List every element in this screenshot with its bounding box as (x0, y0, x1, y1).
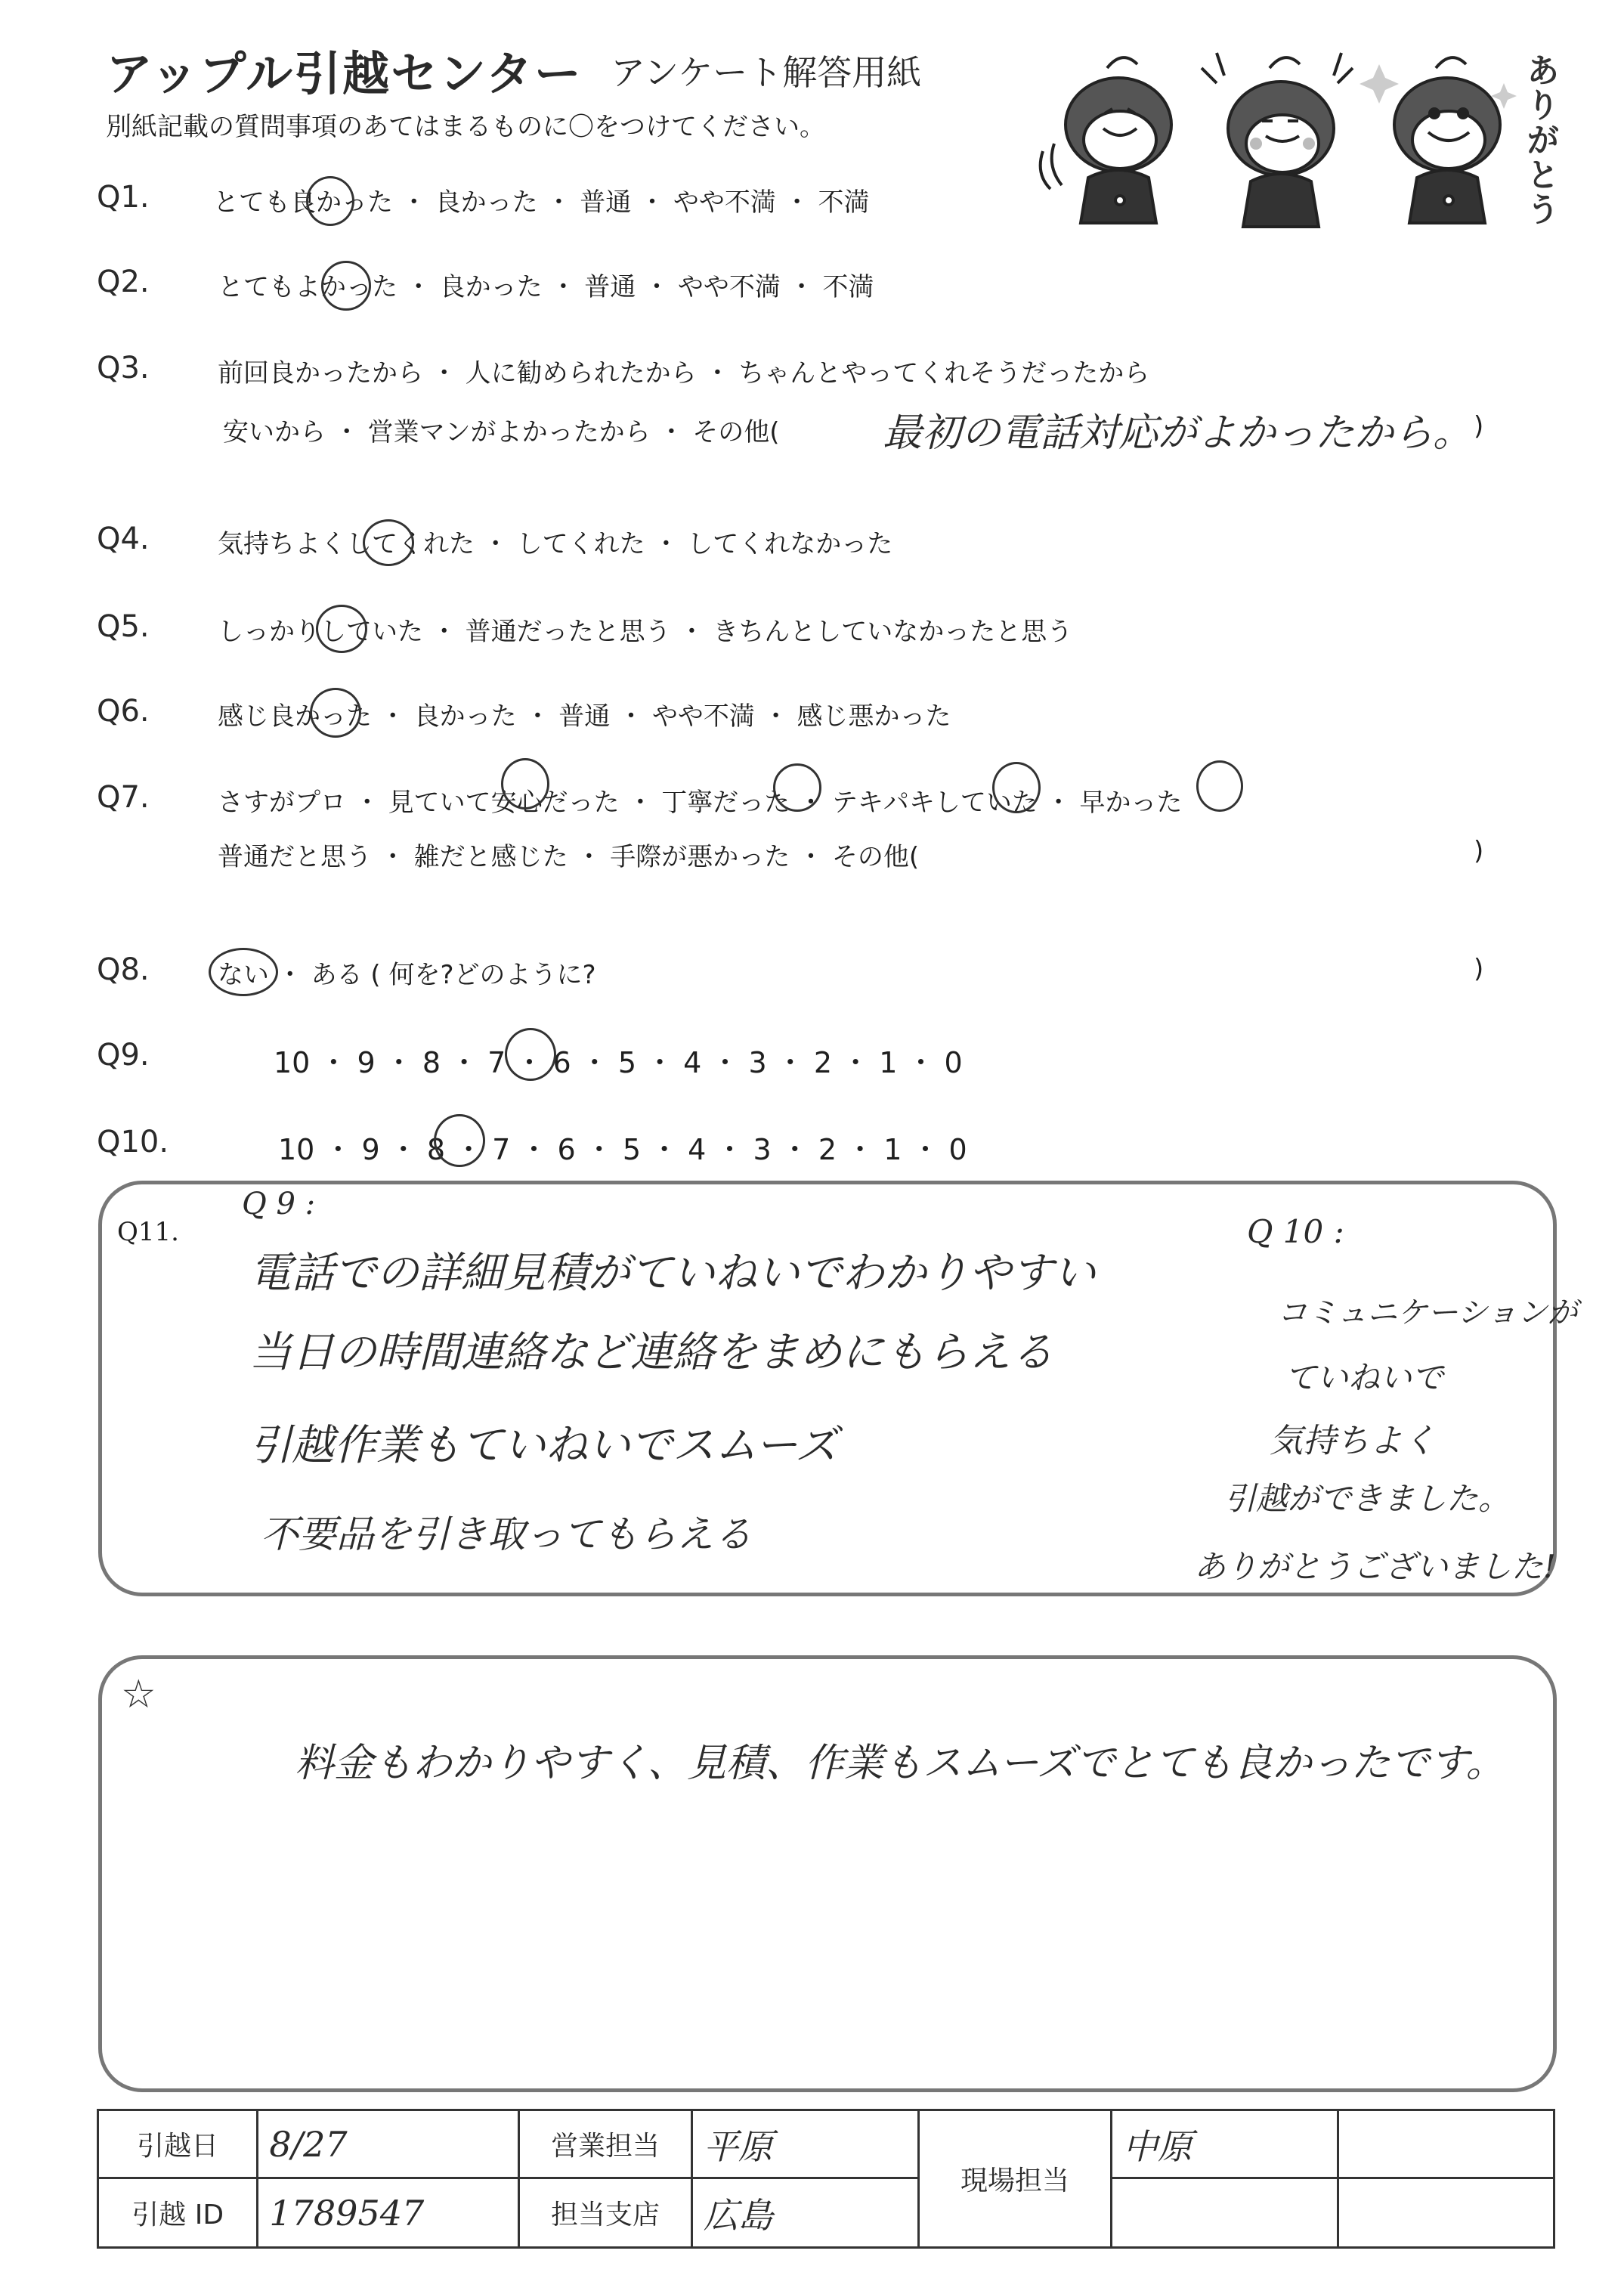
answer-circle-mark (434, 1114, 485, 1167)
q7-label: Q7. (97, 780, 150, 815)
q11-note-q9: Q 9 : (242, 1187, 316, 1221)
empty-cell (1338, 2110, 1554, 2178)
answer-circle-mark (316, 605, 367, 653)
q10-scale: 10 ・ 9 ・ 8 ・ 7 ・ 6 ・ 5 ・ 4 ・ 3 ・ 2 ・ 1 ・ 0 (278, 1133, 967, 1166)
move-info-table (97, 2109, 1555, 2249)
q4-options: 気持ちよくしてくれた ・ してくれた ・ してくれなかった (218, 529, 893, 559)
q7-options-line1: さすがプロ ・ 見ていて安心だった ・ 丁寧だった ・ テキパキしていた ・ 早かった (218, 788, 1183, 818)
q1-label: Q1. (97, 180, 150, 215)
q6-label: Q6. (97, 694, 150, 729)
move-id-value: 1789547 (258, 2178, 519, 2248)
q4-label: Q4. (97, 522, 150, 556)
q3-handwritten-answer: 最初の電話対応がよかったから。 (883, 410, 1473, 456)
q11-line-2: 当日の時間連絡など連絡をまめにもらえる (249, 1328, 1053, 1377)
q8-options: ない ・ ある ( 何を?どのように? (218, 960, 596, 990)
empty-cell (1338, 2178, 1554, 2248)
q3-options-line1: 前回良かったから ・ 人に勧められたから ・ ちゃんとやってくれそうだったから (218, 358, 1150, 389)
table-row (98, 2110, 1554, 2178)
q11-line-4: 不要品を引き取ってもらえる (261, 1512, 752, 1556)
q11-right-line-2: ていねいで (1285, 1359, 1444, 1396)
q10-label: Q10. (97, 1125, 169, 1159)
sales-rep-label: 営業担当 (519, 2110, 692, 2178)
answer-circle-mark (501, 758, 549, 810)
free-comment-box (98, 1655, 1557, 2092)
monkey-mascots-illustration (1035, 38, 1519, 242)
q3-options-line2: 安いから ・ 営業マンがよかったから ・ その他( (223, 417, 780, 447)
answer-circle-mark (310, 688, 361, 738)
q11-right-line-1: コミュニケーションが (1277, 1296, 1578, 1330)
q11-line-1: 電話での詳細見積がていねいでわかりやすい (249, 1249, 1096, 1298)
monkey-icon (1360, 57, 1517, 223)
q9-label: Q9. (97, 1038, 150, 1073)
answer-circle-mark (321, 261, 371, 311)
q11-right-line-4: 引越ができました。 (1224, 1480, 1511, 1517)
branch-value: 広島 (691, 2178, 918, 2248)
q2-label: Q2. (97, 265, 150, 299)
answer-circle-mark (505, 1028, 556, 1081)
instruction-text: 別紙記載の質問事項のあてはまるものに〇をつけてください。 (106, 112, 825, 142)
q6-options: 感じ良かった ・ 良かった ・ 普通 ・ やや不満 ・ 感じ悪かった (218, 701, 951, 732)
q3-close-paren: ) (1474, 411, 1484, 441)
q5-label: Q5. (97, 609, 150, 644)
move-id-label: 引越 ID (98, 2178, 258, 2248)
q5-options: しっかりしていた ・ 普通だったと思う ・ きちんとしていなかったと思う (218, 617, 1073, 647)
answer-circle-mark (992, 762, 1041, 813)
monkey-icon (1041, 57, 1171, 223)
thanks-text: ありがとう (1520, 53, 1559, 227)
q1-options: とても良かった ・ 良かった ・ 普通 ・ やや不満 ・ 不満 (213, 187, 870, 218)
monkey-icon (1202, 53, 1353, 227)
form-title: アンケート解答用紙 (611, 52, 922, 93)
star-icon: ☆ (121, 1672, 156, 1717)
free-comment-text: 料金もわかりやすく、見積、作業もスムーズでとても良かったです。 (295, 1741, 1505, 1786)
q11-right-line-3: 気持ちよく (1270, 1422, 1436, 1460)
answer-circle-mark (1196, 760, 1243, 812)
q9-scale: 10 ・ 9 ・ 8 ・ 7 ・ 6 ・ 5 ・ 4 ・ 3 ・ 2 ・ 1 ・ 0 (274, 1046, 963, 1079)
q11-right-line-5: ありがとうございました! (1194, 1548, 1556, 1585)
move-date-label: 引越日 (98, 2110, 258, 2178)
branch-label: 担当支店 (519, 2178, 692, 2248)
answer-circle-mark (209, 948, 278, 996)
site-rep-value: 中原 (1112, 2110, 1338, 2178)
q3-label: Q3. (97, 351, 150, 385)
move-date-value: 8/27 (258, 2110, 519, 2178)
q11-label: Q11. (117, 1217, 179, 1247)
q11-note-q10: Q 10 : (1247, 1213, 1344, 1250)
answer-circle-mark (773, 763, 821, 812)
q7-options-line2: 普通だと思う ・ 雑だと感じた ・ 手際が悪かった ・ その他( (218, 842, 920, 872)
site-rep-label: 現場担当 (918, 2110, 1111, 2248)
q11-line-3: 引越作業もていねいでスムーズ (249, 1421, 838, 1470)
table-row (98, 2178, 1554, 2248)
q7-close-paren: ) (1474, 836, 1484, 866)
empty-cell (1112, 2178, 1338, 2248)
q2-options: とてもよかった ・ 良かった ・ 普通 ・ やや不満 ・ 不満 (218, 272, 874, 302)
q8-label: Q8. (97, 952, 150, 987)
answer-circle-mark (363, 519, 414, 566)
q8-close-paren: ) (1474, 954, 1484, 984)
sales-rep-value: 平原 (691, 2110, 918, 2178)
answer-circle-mark (306, 176, 354, 226)
company-name: アップル引越センター (106, 46, 583, 101)
